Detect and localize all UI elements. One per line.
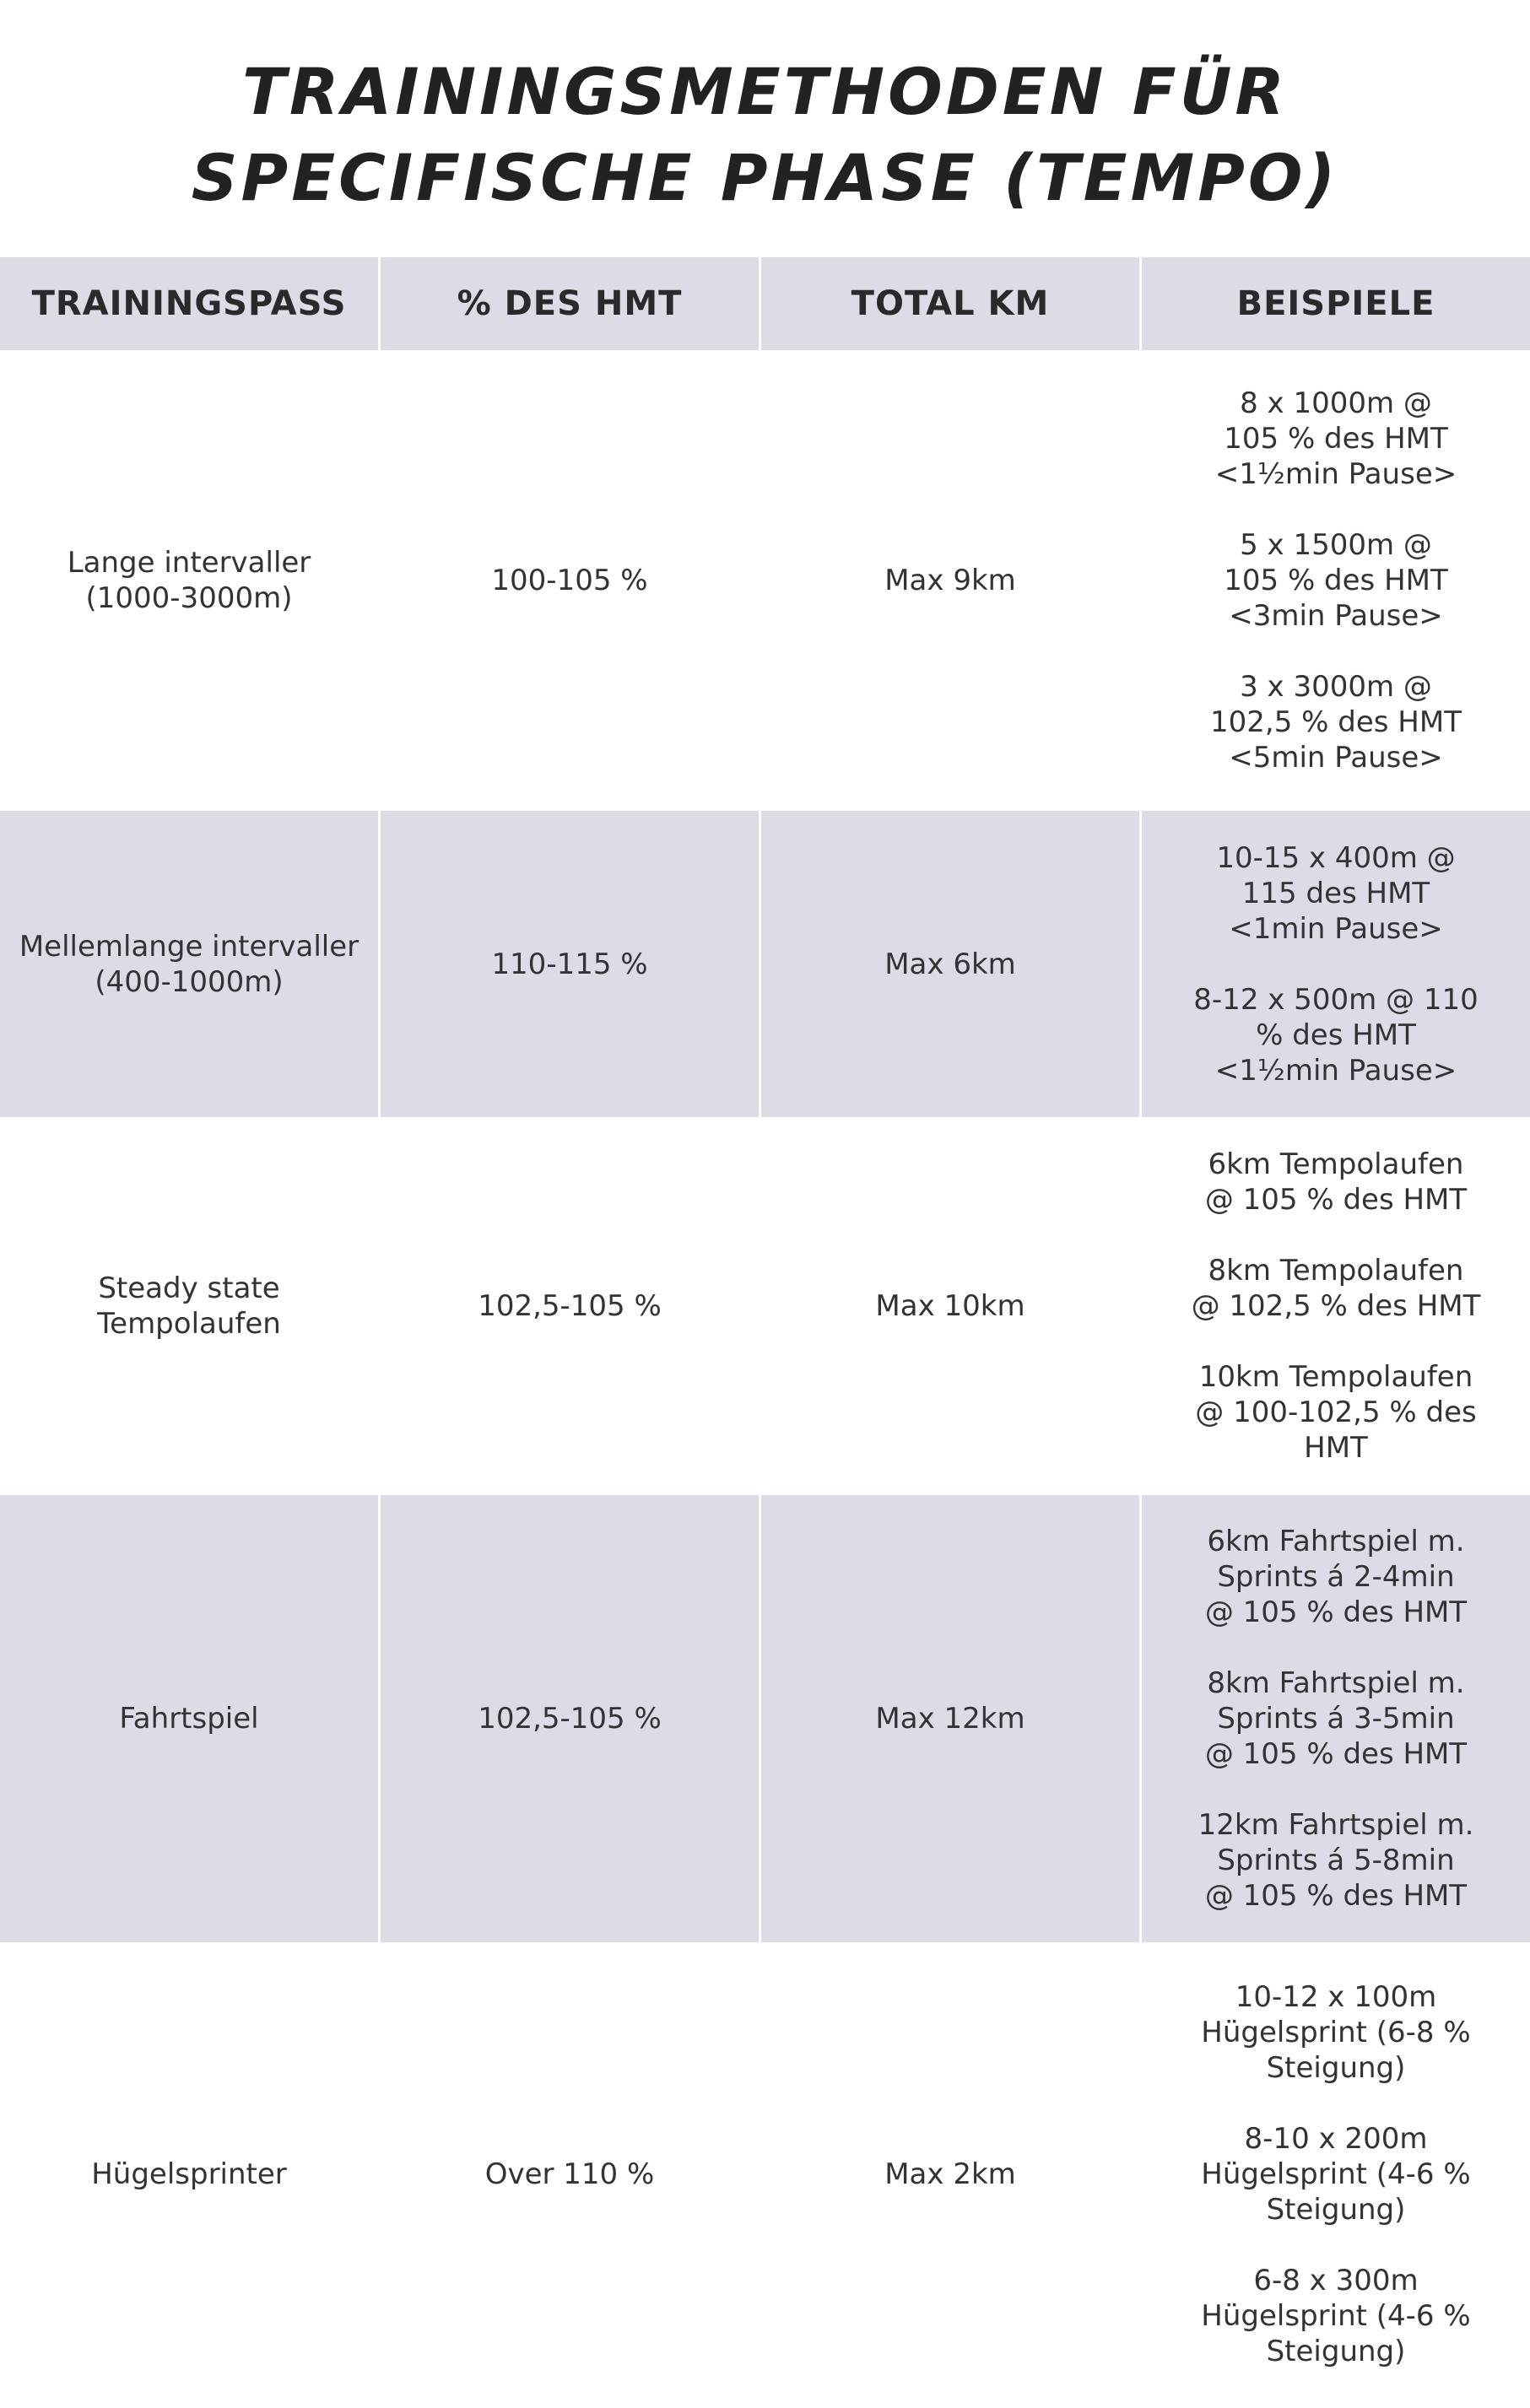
header-total-km: TOTAL KM [761,257,1142,350]
row-1-example-1: 8 x 1000m @ 105 % des HMT <1½min Pause> [1214,386,1457,491]
row-3-hmt: 102,5-105 % [381,1117,761,1495]
row-4-example-3: 12km Fahrtspiel m. Sprints á 5-8min @ 105 % des HMT [1198,1808,1474,1913]
row-1-trainingspass: Lange intervaller (1000-3000m) [0,350,381,811]
row-5-example-3: 6-8 x 300m Hügelsprint (4-6 % Steigung) [1201,2264,1471,2368]
row-3-trainingspass: Steady state Tempolaufen [0,1117,381,1495]
row-4-km: Max 12km [761,1495,1142,1942]
row-5-example-2: 8-10 x 200m Hügelsprint (4-6 % Steigung) [1201,2122,1471,2227]
row-5-km: Max 2km [761,1942,1142,2406]
row-3-example-3: 10km Tempolaufen @ 100-102,5 % des HMT [1195,1360,1477,1465]
row-3-example-2: 8km Tempolaufen @ 102,5 % des HMT [1191,1254,1481,1323]
row-4-hmt: 102,5-105 % [381,1495,761,1942]
page-title-line-1: TRAININGSMETHODEN FÜR [242,54,1288,129]
row-1-km: Max 9km [761,350,1142,811]
row-1-example-2: 5 x 1500m @ 105 % des HMT <3min Pause> [1224,528,1448,633]
row-3-km: Max 10km [761,1117,1142,1495]
row-1-hmt: 100-105 % [381,350,761,811]
row-2-example-2: 8-12 x 500m @ 110 % des HMT <1½min Pause> [1193,982,1479,1088]
row-5-hmt: Over 110 % [381,1942,761,2406]
row-4-example-1: 6km Fahrtspiel m. Sprints á 2-4min @ 105 % des HMT [1204,1525,1468,1629]
header-hmt-percent: % DES HMT [381,257,761,350]
row-3-example-1: 6km Tempolaufen @ 105 % des HMT [1204,1147,1468,1217]
page-title-line-2: SPECIFISCHE PHASE (TEMPO) [191,140,1339,215]
row-4-examples [1142,1495,1530,1942]
row-5-examples [1142,1942,1530,2406]
row-4-trainingspass: Fahrtspiel [0,1495,381,1942]
row-3-examples [1142,1117,1530,1495]
header-beispiele: BEISPIELE [1142,257,1530,350]
row-5-trainingspass: Hügelsprinter [0,1942,381,2406]
row-5-example-1: 10-12 x 100m Hügelsprint (6-8 % Steigung) [1201,1980,1471,2085]
row-4-example-2: 8km Fahrtspiel m. Sprints á 3-5min @ 105 % des HMT [1204,1666,1468,1771]
row-2-km: Max 6km [761,811,1142,1117]
header-trainingspass: TRAININGSPASS [0,257,381,350]
page-title [0,49,1530,221]
row-2-example-1: 10-15 x 400m @ 115 des HMT <1min Pause> [1216,840,1456,946]
row-2-trainingspass: Mellemlange intervaller (400-1000m) [0,811,381,1117]
row-2-examples [1142,811,1530,1117]
training-methods-table [0,257,1530,2406]
row-1-example-3: 3 x 3000m @ 102,5 % des HMT <5min Pause> [1210,670,1462,775]
row-1-examples [1142,350,1530,811]
row-2-hmt: 110-115 % [381,811,761,1117]
